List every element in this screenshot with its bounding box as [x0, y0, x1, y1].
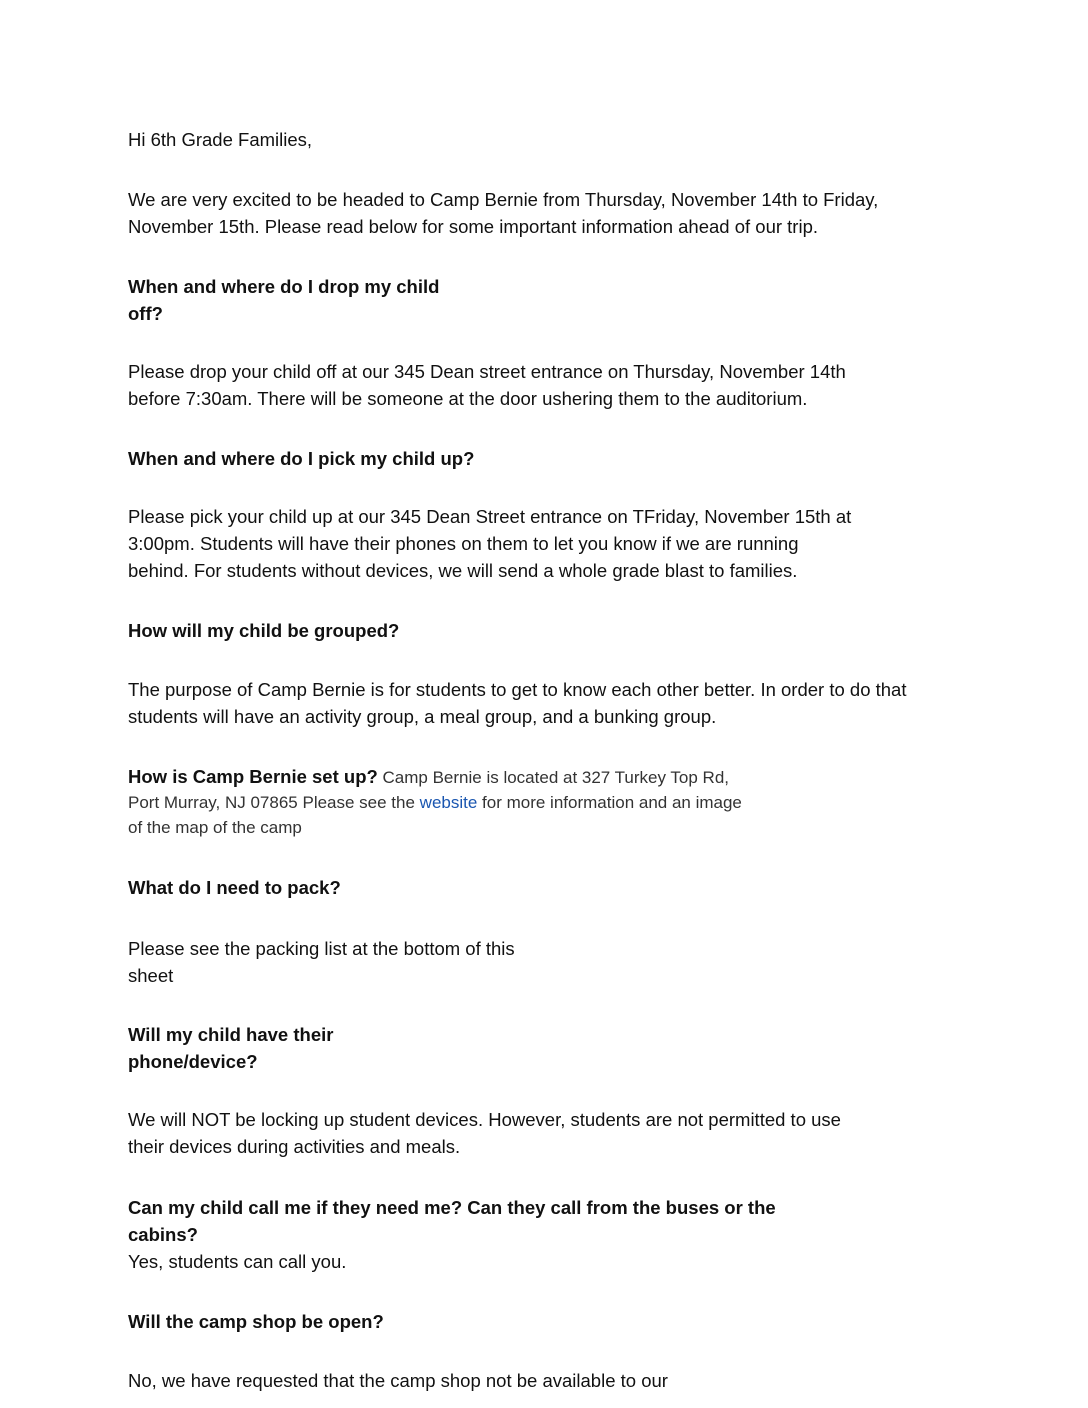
dropoff-answer-line-1: Please drop your child off at our 345 Dean street entrance on Thursday, November 14th [128, 361, 846, 382]
dropoff-question-line-2: off? [128, 303, 163, 324]
setup-question: How is Camp Bernie set up? [128, 766, 378, 787]
calls-question-line-1: Can my child call me if they need me? Can they call from the buses or the [128, 1197, 776, 1218]
packing-question [128, 874, 341, 901]
pickup-answer-line-2: 3:00pm. Students will have their phones on them to let you know if we are running [128, 533, 799, 554]
packing-answer [128, 935, 515, 989]
calls-section [128, 1194, 776, 1275]
setup-line-2 [128, 790, 742, 815]
dropoff-answer [128, 358, 846, 412]
devices-question-line-2: phone/device? [128, 1051, 258, 1072]
intro-paragraph [128, 186, 878, 240]
grouping-answer [128, 676, 906, 730]
pickup-question [128, 445, 474, 472]
shop-question [128, 1308, 384, 1335]
devices-answer-line-1: We will NOT be locking up student devices. However, students are not permitted to use [128, 1109, 841, 1130]
packing-answer-line-2: sheet [128, 965, 174, 986]
setup-line-3: of the map of the camp [128, 818, 302, 837]
grouping-answer-line-1: The purpose of Camp Bernie is for students to get to know each other better. In order to do that [128, 679, 907, 700]
shop-answer-line-1: No, we have requested that the camp shop not be available to our [128, 1370, 668, 1391]
setup-answer-part-1: Camp Bernie is located at 327 Turkey Top Rd, [377, 768, 730, 787]
devices-question-line-1: Will my child have their [128, 1024, 334, 1045]
pickup-question-text: When and where do I pick my child up? [128, 448, 475, 469]
devices-answer [128, 1106, 841, 1160]
packing-question-text: What do I need to pack? [128, 877, 341, 898]
dropoff-question-line-1: When and where do I drop my child [128, 276, 440, 297]
setup-line-2-before-link: Port Murray, NJ 07865 Please see the [128, 793, 420, 812]
calls-answer: Yes, students can call you. [128, 1251, 347, 1272]
calls-question-line-2: cabins? [128, 1224, 198, 1245]
setup-paragraph [128, 764, 742, 840]
grouping-answer-line-2: students will have an activity group, a meal group, and a bunking group. [128, 706, 717, 727]
devices-answer-line-2: their devices during activities and meals. [128, 1136, 461, 1157]
dropoff-question [128, 273, 439, 327]
devices-question [128, 1021, 333, 1075]
greeting-text: Hi 6th Grade Families, [128, 129, 313, 150]
pickup-answer-line-3: behind. For students without devices, we will send a whole grade blast to families. [128, 560, 798, 581]
setup-line-2-after-link: for more information and an image [477, 793, 742, 812]
pickup-answer [128, 503, 851, 584]
pickup-answer-line-1: Please pick your child up at our 345 Dean Street entrance on TFriday, November 15th at [128, 506, 852, 527]
shop-answer [128, 1367, 668, 1394]
intro-line-2: November 15th. Please read below for some important information ahead of our trip. [128, 216, 819, 237]
website-link[interactable]: website [419, 793, 478, 812]
dropoff-answer-line-2: before 7:30am. There will be someone at the door ushering them to the auditorium. [128, 388, 808, 409]
grouping-question [128, 617, 399, 644]
packing-answer-line-1: Please see the packing list at the bottom of this [128, 938, 515, 959]
greeting [128, 126, 312, 153]
shop-question-text: Will the camp shop be open? [128, 1311, 384, 1332]
grouping-question-text: How will my child be grouped? [128, 620, 400, 641]
intro-line-1: We are very excited to be headed to Camp Bernie from Thursday, November 14th to Friday, [128, 189, 879, 210]
setup-line-1 [128, 764, 742, 790]
